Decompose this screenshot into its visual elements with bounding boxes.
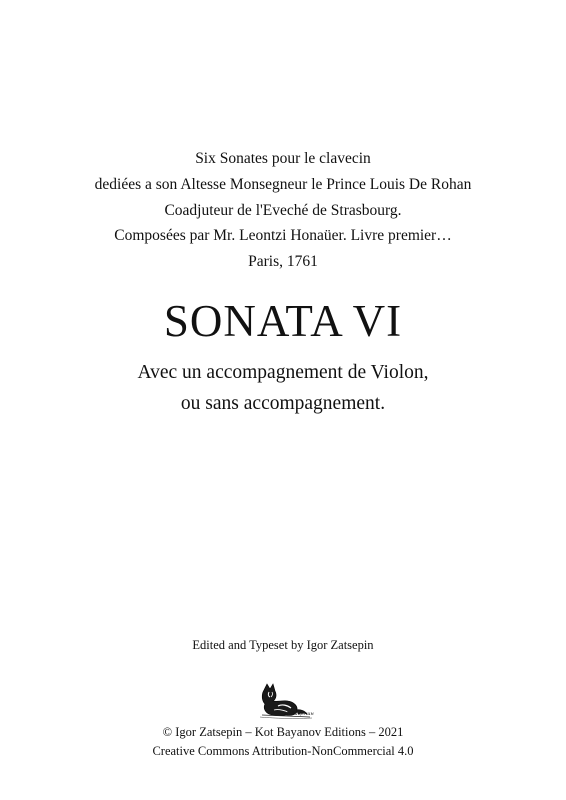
copyright-footer xyxy=(0,723,566,761)
sonata-subtitle xyxy=(0,357,566,419)
copyright-line: © Igor Zatsepin – Kot Bayanov Editions – 2021 xyxy=(162,725,404,739)
logo-signature: И. Зацепин xyxy=(284,711,314,717)
cat-publisher-logo-icon xyxy=(250,680,322,722)
header-line: Coadjuteur de l'Eveché de Strasbourg. xyxy=(164,201,402,219)
subtitle-line: Avec un accompagnement de Violon, xyxy=(137,362,429,383)
header-line: dediées a son Altesse Monsegneur le Prince Louis De Rohan xyxy=(94,175,472,193)
license-line: Creative Commons Attribution-NonCommercial 4.0 xyxy=(152,744,414,758)
editor-credit: Edited and Typeset by Igor Zatsepin xyxy=(192,638,374,652)
sonata-title: SONATA VI xyxy=(163,296,403,346)
publication-header xyxy=(0,146,566,275)
subtitle-line: ou sans accompagnement. xyxy=(180,393,386,414)
header-line: Composées par Mr. Leontzi Honaüer. Livre premier… xyxy=(114,227,452,245)
header-line: Six Sonates pour le clavecin xyxy=(195,150,371,167)
header-line: Paris, 1761 xyxy=(248,253,318,271)
